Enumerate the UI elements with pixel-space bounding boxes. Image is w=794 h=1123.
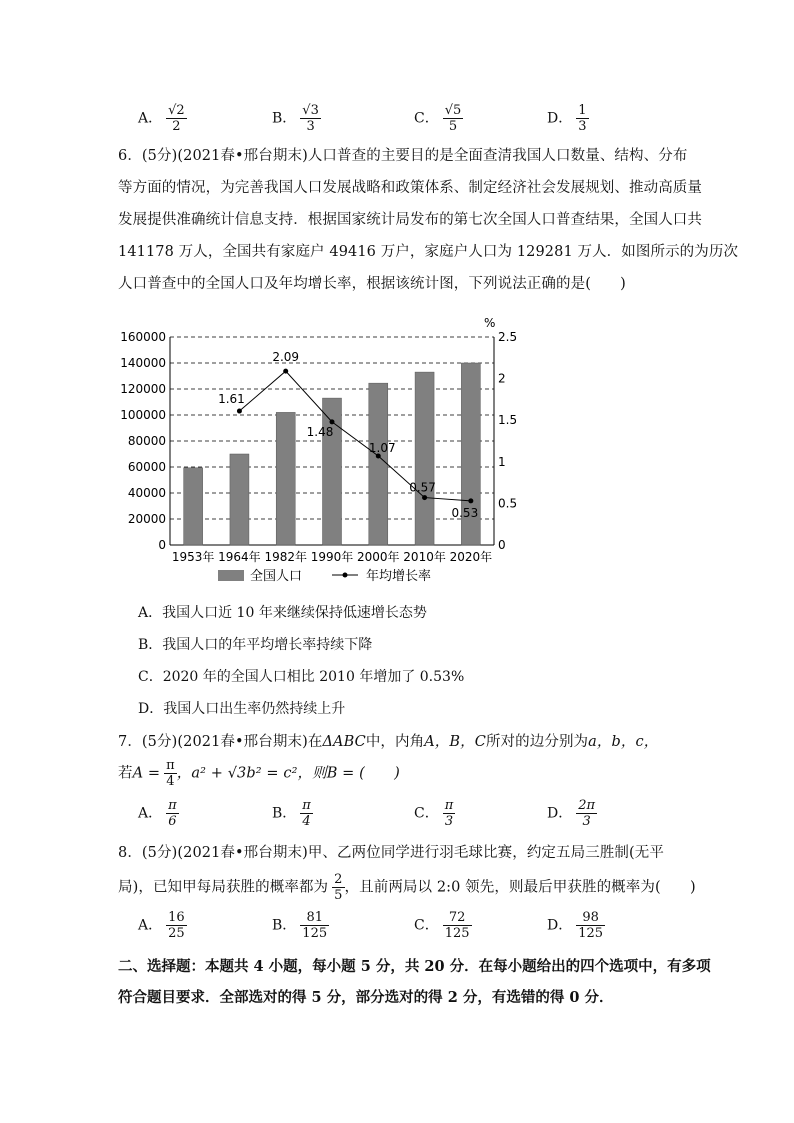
legend-bar-swatch (218, 570, 244, 581)
q6-option-b: B．我国人口的年平均增长率持续下降 (138, 637, 373, 653)
fraction (166, 103, 187, 134)
denominator: 3 (444, 814, 454, 829)
q8-prefix: 局)，已知甲每局获胜的概率都为 (118, 879, 329, 896)
y-tick-label: 80000 (127, 434, 166, 448)
q7-option-b (272, 798, 313, 829)
section-2-line-1: 二、选择题：本题共 4 小题，每小题 5 分，共 20 分．在每小题给出的四个选项中，有多项 (118, 958, 711, 975)
option-label: C． (414, 805, 439, 822)
option-label: A． (138, 805, 163, 822)
option-label: B． (272, 805, 297, 822)
q7-line-2 (118, 758, 400, 789)
denominator: 2 (172, 119, 181, 134)
numerator: π (166, 758, 175, 773)
angle-a-eq: A = (132, 765, 161, 782)
x-tick-label: 1964年 (218, 550, 261, 564)
y2-tick-label: 0 (498, 538, 506, 552)
y2-unit-label: % (484, 316, 496, 330)
q7-cond-prefix: 若 (118, 765, 133, 782)
triangle-symbol: ΔABC (322, 734, 366, 750)
y-tick-label: 40000 (127, 486, 166, 500)
growth-rate-point (330, 419, 335, 424)
denominator: 125 (578, 926, 604, 941)
numerator: 72 (443, 910, 472, 926)
denominator: 25 (168, 926, 185, 941)
bar (276, 412, 295, 545)
q6-option-d: D．我国人口出生率仍然持续上升 (138, 701, 346, 717)
numerator: √5 (444, 103, 462, 118)
numerator: 81 (300, 910, 329, 926)
denominator: 125 (302, 926, 328, 941)
q6-line: 等方面的情况，为完善我国人口发展战略和政策体系、制定经济社会发展规划、推动高质量 (118, 180, 702, 196)
q7-suffix: 所对的边分别为 (485, 734, 589, 750)
y-tick-label: 120000 (120, 382, 166, 396)
growth-rate-label: 1.07 (368, 440, 396, 455)
numerator: √3 (302, 103, 319, 118)
growth-rate-point (283, 369, 288, 374)
x-tick-label: 1990年 (310, 550, 354, 564)
y2-tick-label: 2.5 (498, 330, 518, 344)
q7-mid: 中，内角 (365, 734, 425, 750)
q8-option-b (272, 910, 329, 941)
growth-rate-line (239, 371, 470, 501)
fraction (576, 910, 605, 941)
fraction (166, 910, 187, 941)
growth-rate-label: 1.48 (306, 424, 334, 439)
section-2-line-2: 符合题目要求．全部选对的得 5 分，部分选对的得 2 分，有选错的得 0 分． (118, 989, 614, 1006)
option-label: B． (272, 917, 297, 934)
q7-condition: ，a² + √3b² = c²，则 (176, 765, 327, 782)
denominator: 3 (578, 119, 587, 134)
fraction (443, 910, 472, 941)
fraction (443, 103, 464, 134)
option-label: C． (414, 917, 439, 934)
q6-line: 6．(5分)(2021春•邢台期末)人口普查的主要目的是全面查清我国人口数量、结构、分布 (118, 148, 688, 164)
bar (230, 454, 249, 545)
y-tick-label: 160000 (120, 330, 166, 344)
y-tick-label: 140000 (120, 356, 166, 370)
denominator: 6 (168, 814, 177, 829)
legend-line-label: 年均增长率 (366, 569, 432, 584)
q5-option-b (272, 103, 321, 134)
growth-rate-label: 1.61 (218, 392, 245, 407)
fraction (300, 103, 321, 134)
fraction (576, 798, 597, 829)
q6-line: 141178 万人，全国共有家庭户 49416 万户，家庭户人口为 129281 万人．如图所示的为历次 (118, 244, 739, 260)
growth-rate-point (468, 498, 473, 503)
growth-rate-label: 0.57 (409, 480, 436, 495)
y2-tick-label: 0.5 (498, 496, 518, 511)
q8-line-1: 8．(5分)(2021春•邢台期末)甲、乙两位同学进行羽毛球比赛，约定五局三胜制(无平 (118, 845, 664, 861)
q8-suffix: ，且前两局以 2:0 领先，则最后甲获胜的概率为( ) (344, 879, 696, 896)
y2-tick-label: 2 (498, 371, 506, 386)
numerator: 1 (578, 103, 587, 118)
q7-ask: B = ( ) (326, 765, 400, 782)
fraction (576, 103, 588, 134)
q8-option-a (138, 910, 187, 941)
denominator: 4 (166, 774, 175, 789)
bar (369, 383, 388, 545)
growth-rate-label: 2.09 (272, 350, 300, 365)
q7-option-c (414, 798, 455, 829)
q8-option-d (547, 910, 605, 941)
denominator: 5 (334, 888, 343, 903)
y-tick-label: 20000 (127, 512, 166, 526)
option-label: A． (138, 110, 163, 127)
fraction (332, 872, 344, 903)
denominator: 3 (582, 814, 591, 829)
q6-option-c: C．2020 年的全国人口相比 2010 年增加了 0.53% (138, 669, 465, 685)
q7-option-d (547, 798, 597, 829)
q8-line-2 (118, 872, 696, 903)
fraction (164, 758, 177, 789)
bar (415, 372, 434, 545)
fraction (300, 798, 313, 829)
numerator: 16 (168, 910, 185, 925)
y2-tick-label: 1 (498, 454, 506, 469)
q6-line: 发展提供准确统计信息支持．根据国家统计局发布的第七次全国人口普查结果，全国人口共 (118, 212, 702, 228)
x-tick-label: 1982年 (264, 550, 307, 564)
x-tick-label: 2010年 (403, 550, 446, 564)
option-label: B． (272, 110, 297, 127)
q7-option-a (138, 798, 179, 829)
fraction (300, 910, 329, 941)
option-label: D． (547, 805, 573, 822)
numerator: 2 (334, 872, 343, 887)
angle-symbols: A，B，C (424, 734, 486, 750)
option-label: D． (547, 917, 573, 934)
x-tick-label: 1953年 (171, 550, 215, 564)
fraction (443, 798, 456, 829)
option-label: A． (138, 917, 163, 934)
numerator: 98 (576, 910, 605, 926)
numerator: π (302, 798, 311, 813)
option-label: C． (414, 110, 439, 127)
numerator: π (168, 798, 177, 813)
y-tick-label: 100000 (120, 408, 166, 422)
q6-option-a: A．我国人口近 10 年来继续保持低速增长态势 (138, 605, 427, 621)
numerator: √2 (168, 103, 185, 118)
numerator: π (444, 798, 454, 813)
option-label: D． (547, 110, 573, 127)
numerator: 2π (578, 798, 596, 813)
denominator: 3 (306, 119, 315, 134)
x-tick-label: 2000年 (357, 550, 400, 564)
q5-option-a (138, 103, 187, 134)
growth-rate-label: 0.53 (451, 505, 479, 520)
denominator: 4 (302, 814, 311, 829)
y-tick-label: 0 (158, 538, 166, 552)
growth-rate-point (237, 409, 242, 414)
q8-option-c (414, 910, 472, 941)
q5-option-c (414, 103, 463, 134)
q6-line: 人口普查中的全国人口及年均增长率，根据该统计图，下列说法正确的是( ) (118, 276, 626, 292)
q5-option-d (547, 103, 589, 134)
growth-rate-point (422, 495, 427, 500)
legend-bar-label: 全国人口 (250, 569, 303, 584)
x-tick-label: 2020年 (449, 550, 493, 564)
side-symbols: a，b，c， (588, 734, 659, 750)
q7-line-1 (118, 730, 658, 751)
population-chart (110, 310, 560, 590)
denominator: 125 (444, 926, 470, 941)
bar (184, 468, 203, 545)
fraction (166, 798, 179, 829)
q7-prefix: 7．(5分)(2021春•邢台期末)在 (118, 734, 323, 750)
y-tick-label: 60000 (127, 460, 166, 474)
y2-tick-label: 1.5 (498, 413, 518, 428)
denominator: 5 (448, 119, 458, 134)
legend-line-marker (343, 573, 348, 578)
